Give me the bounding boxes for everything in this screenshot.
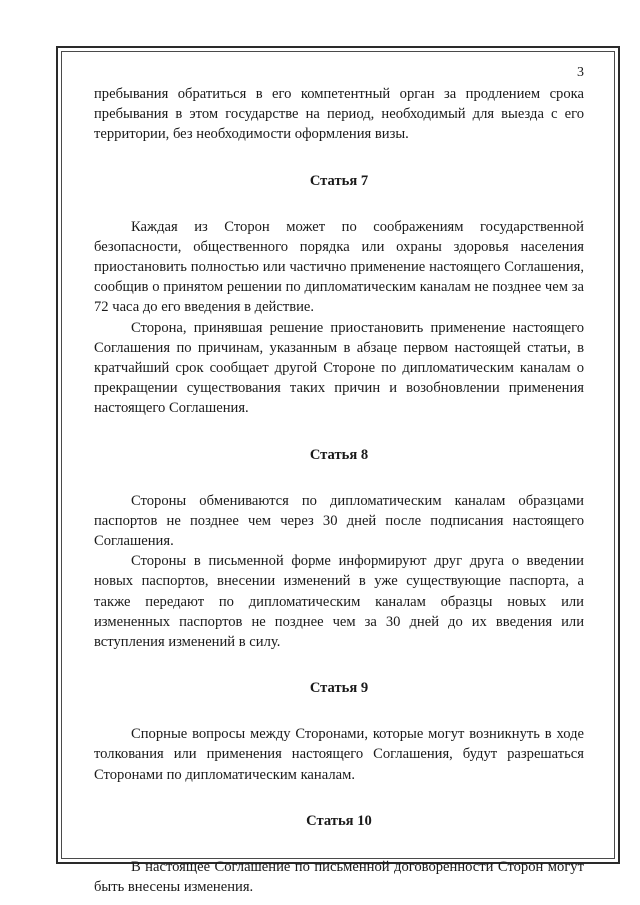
intro-paragraph: пребывания обратиться в его компетентный орган за продлением срока пребывания в этом государстве на период, необходимый для выезда с его территории, без необходимости оформления визы.: [94, 86, 584, 143]
article-9-heading: Статья 9: [309, 680, 369, 697]
article-8-paragraph-1: Стороны обмениваются по дипломатическим каналам образцами паспортов не позднее чем через 30 дней после подписания настоящего Соглашения.: [94, 492, 584, 550]
article-10-heading: Статья 10: [306, 812, 372, 829]
document-body: [94, 64, 584, 897]
page-number: 3: [577, 65, 584, 80]
article-7-paragraph-2: Сторона, принявшая решение приостановить применение настоящего Соглашения по причинам, указанным в абзаце первом настоящей статьи, в кратчайший срок сообщает другой Стороне по дипломатическим каналам о прекращении существования таких причин и возобновлении применения настоящего Соглашения.: [94, 319, 584, 417]
article-7-heading: Статья 7: [309, 172, 369, 189]
article-8-paragraph-2: Стороны в письменной форме информируют друг друга о введении новых паспортов, внесении изменений в уже существующие паспорта, а также передают по дипломатическим каналам образцы новых или измененных паспортов не позднее чем за 30 дней до их введения или вступления изменений в силу.: [94, 553, 584, 651]
article-10-paragraph-1: В настоящее Соглашение по письменной договоренности Сторон могут быть внесены изменения.: [94, 858, 584, 896]
article-7-paragraph-1: Каждая из Сторон может по соображениям государственной безопасности, общественного порядка или охраны здоровья населения приостановить полностью или частично применение настоящего Соглашения, сообщив о принятом решении по дипломатическим каналам не позднее чем за 72 часа до его введения в действие.: [94, 218, 584, 316]
article-9-paragraph-1: Спорные вопросы между Сторонами, которые могут возникнуть в ходе толкования или применения настоящего Соглашения, будут разрешаться Сторонами по дипломатическим каналам.: [94, 726, 584, 783]
article-8-heading: Статья 8: [309, 446, 369, 463]
